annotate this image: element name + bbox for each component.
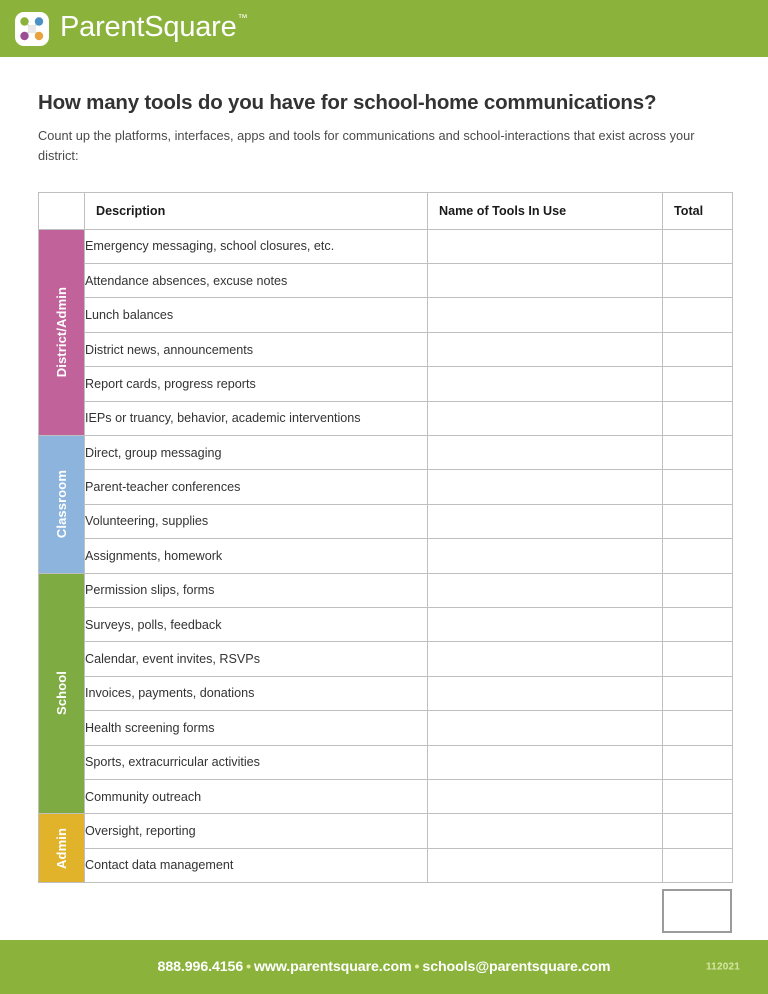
- table-body: [39, 229, 733, 882]
- row-total-input[interactable]: [663, 367, 733, 401]
- footer-website[interactable]: www.parentsquare.com: [254, 959, 412, 975]
- table-row: [39, 676, 733, 710]
- row-description: Health screening forms: [85, 711, 428, 745]
- row-description: Emergency messaging, school closures, etc.: [85, 229, 428, 263]
- section-band-admin: [39, 814, 85, 883]
- page-subtitle: Count up the platforms, interfaces, apps and tools for communications and school-interactions that exist across your district:: [38, 128, 695, 163]
- row-total-input[interactable]: [663, 814, 733, 848]
- grand-total-input[interactable]: [662, 889, 732, 933]
- row-description: Invoices, payments, donations: [85, 676, 428, 710]
- footer-phone[interactable]: 888.996.4156: [157, 959, 244, 975]
- row-description: Report cards, progress reports: [85, 367, 428, 401]
- table-row: [39, 504, 733, 538]
- section-band-label: District/Admin: [54, 287, 69, 378]
- row-total-input[interactable]: [663, 264, 733, 298]
- row-total-input[interactable]: [663, 436, 733, 470]
- page-title: How many tools do you have for school-home communications?: [38, 91, 657, 114]
- footer-separator-2: •: [414, 959, 420, 975]
- table-row: [39, 401, 733, 435]
- row-total-input[interactable]: [663, 607, 733, 641]
- table-row: [39, 539, 733, 573]
- content-body: [0, 91, 768, 883]
- table-row: [39, 436, 733, 470]
- row-tools-input[interactable]: [428, 814, 663, 848]
- row-total-input[interactable]: [663, 745, 733, 779]
- row-description: Contact data management: [85, 848, 428, 882]
- row-tools-input[interactable]: [428, 229, 663, 263]
- row-total-input[interactable]: [663, 401, 733, 435]
- row-tools-input[interactable]: [428, 401, 663, 435]
- row-tools-input[interactable]: [428, 779, 663, 813]
- table-row: [39, 711, 733, 745]
- row-total-input[interactable]: [663, 539, 733, 573]
- row-tools-input[interactable]: [428, 573, 663, 607]
- column-header-total: Total: [663, 192, 733, 229]
- footer-date-code: 112021: [705, 961, 740, 973]
- row-description: Parent-teacher conferences: [85, 470, 428, 504]
- footer-contact-line: [158, 959, 611, 975]
- table-row: [39, 367, 733, 401]
- footer-separator-1: •: [246, 959, 251, 975]
- table-row: [39, 332, 733, 366]
- row-description: Attendance absences, excuse notes: [85, 264, 428, 298]
- row-description: Direct, group messaging: [85, 436, 428, 470]
- row-total-input[interactable]: [663, 573, 733, 607]
- grand-total-area: [38, 883, 732, 935]
- row-tools-input[interactable]: [428, 298, 663, 332]
- section-band-label: Classroom: [54, 470, 69, 539]
- table-header-row: [39, 192, 733, 229]
- row-tools-input[interactable]: [428, 711, 663, 745]
- row-tools-input[interactable]: [428, 607, 663, 641]
- row-tools-input[interactable]: [428, 848, 663, 882]
- brand-name: ParentSquare: [60, 11, 237, 43]
- row-tools-input[interactable]: [428, 367, 663, 401]
- row-total-input[interactable]: [663, 779, 733, 813]
- table-row: [39, 745, 733, 779]
- page-footer: [0, 940, 768, 994]
- row-tools-input[interactable]: [428, 264, 663, 298]
- column-header-band: [39, 192, 85, 229]
- row-tools-input[interactable]: [428, 332, 663, 366]
- page-header: [0, 0, 768, 57]
- row-tools-input[interactable]: [428, 436, 663, 470]
- table-row: [39, 779, 733, 813]
- row-total-input[interactable]: [663, 298, 733, 332]
- row-description: Lunch balances: [85, 298, 428, 332]
- row-total-input[interactable]: [663, 229, 733, 263]
- section-band-label: School: [54, 671, 69, 716]
- row-tools-input[interactable]: [428, 470, 663, 504]
- row-tools-input[interactable]: [428, 504, 663, 538]
- row-description: Surveys, polls, feedback: [85, 607, 428, 641]
- row-tools-input[interactable]: [428, 642, 663, 676]
- row-total-input[interactable]: [663, 848, 733, 882]
- trademark-symbol: ™: [237, 13, 248, 25]
- section-band-classroom: [39, 436, 85, 574]
- row-description: IEPs or truancy, behavior, academic interventions: [85, 401, 428, 435]
- footer-email[interactable]: schools@parentsquare.com: [422, 959, 611, 975]
- row-description: Calendar, event invites, RSVPs: [85, 642, 428, 676]
- table-row: [39, 264, 733, 298]
- table-row: [39, 607, 733, 641]
- tools-inventory-table: [38, 192, 733, 883]
- table-header: [39, 192, 733, 229]
- row-total-input[interactable]: [663, 676, 733, 710]
- row-total-input[interactable]: [663, 470, 733, 504]
- table-row: [39, 642, 733, 676]
- row-description: Assignments, homework: [85, 539, 428, 573]
- parentsquare-dots-logo-icon: [15, 12, 49, 46]
- row-total-input[interactable]: [663, 711, 733, 745]
- row-tools-input[interactable]: [428, 539, 663, 573]
- row-description: District news, announcements: [85, 332, 428, 366]
- column-header-description: Description: [85, 192, 428, 229]
- section-band-school: [39, 573, 85, 814]
- column-header-tools: Name of Tools In Use: [428, 192, 663, 229]
- row-total-input[interactable]: [663, 504, 733, 538]
- row-description: Sports, extracurricular activities: [85, 745, 428, 779]
- table-row: [39, 573, 733, 607]
- row-tools-input[interactable]: [428, 676, 663, 710]
- row-description: Community outreach: [85, 779, 428, 813]
- brand-wordmark: [60, 13, 246, 42]
- row-total-input[interactable]: [663, 332, 733, 366]
- table-row: [39, 229, 733, 263]
- table-row: [39, 470, 733, 504]
- section-band-label: Admin: [54, 827, 69, 869]
- row-total-input[interactable]: [663, 642, 733, 676]
- table-row: [39, 298, 733, 332]
- table-row: [39, 814, 733, 848]
- section-band-district-admin: [39, 229, 85, 435]
- row-description: Volunteering, supplies: [85, 504, 428, 538]
- row-tools-input[interactable]: [428, 745, 663, 779]
- row-description: Oversight, reporting: [85, 814, 428, 848]
- table-row: [39, 848, 733, 882]
- row-description: Permission slips, forms: [85, 573, 428, 607]
